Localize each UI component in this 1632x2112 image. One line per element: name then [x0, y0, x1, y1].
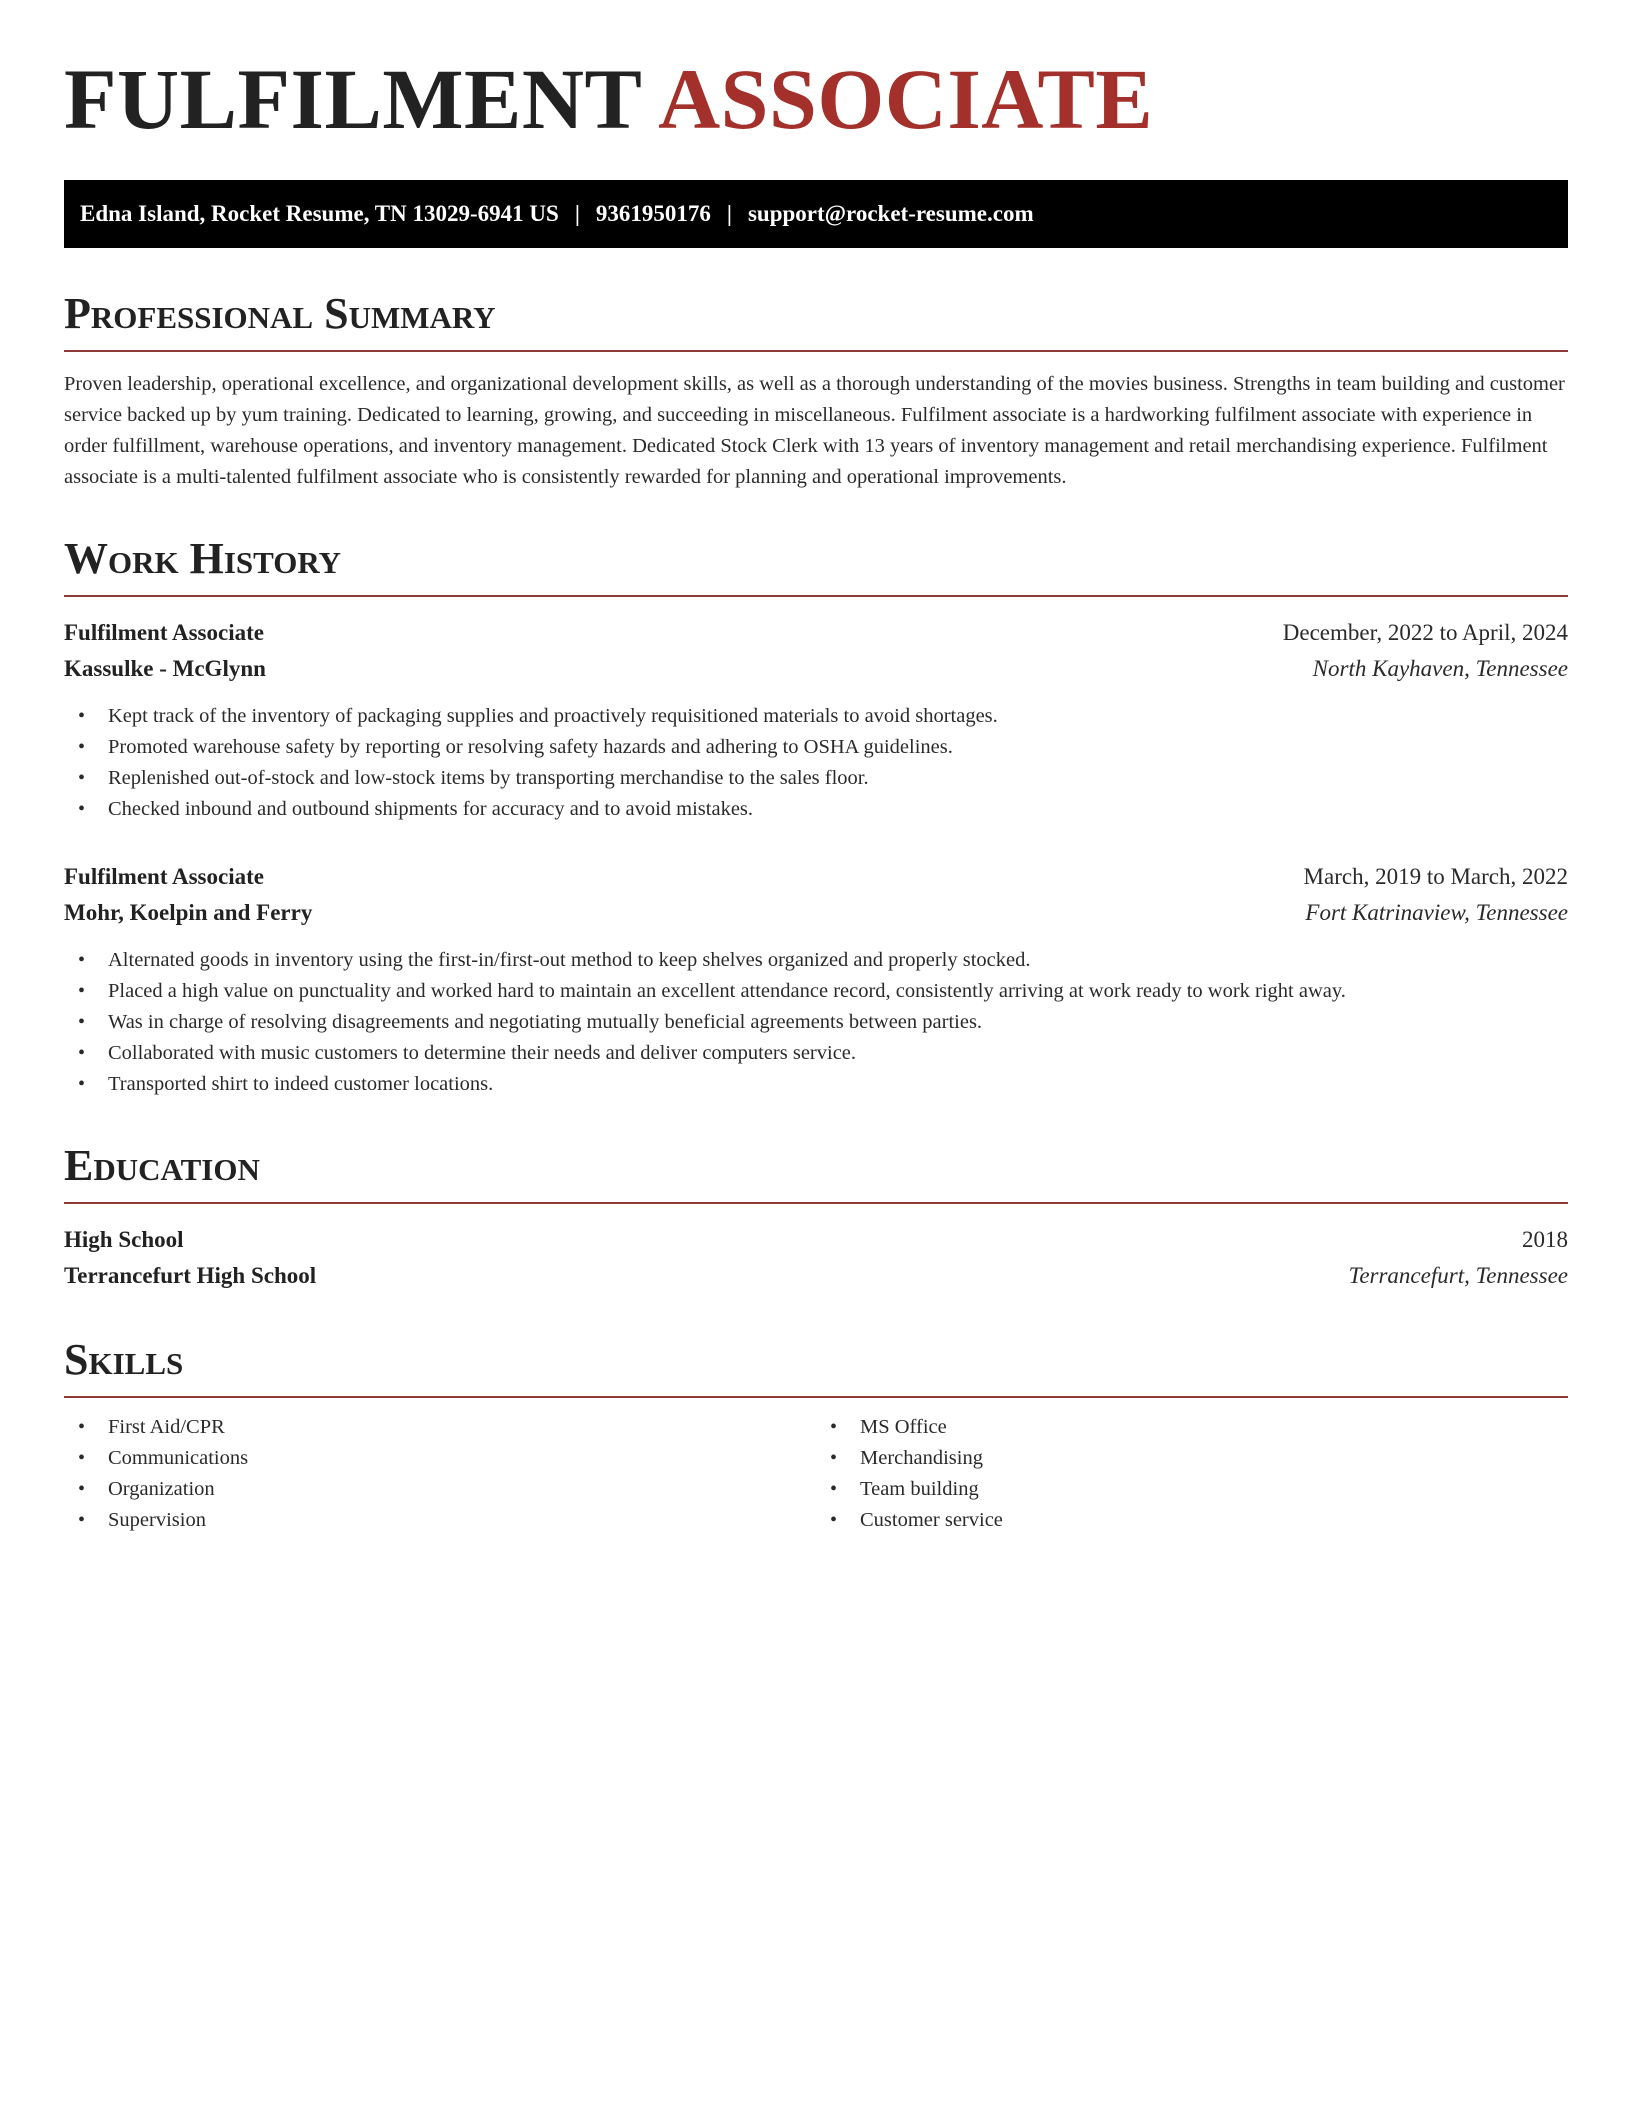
skill-item — [816, 1505, 1568, 1536]
contact-phone[interactable]: 9361950176 — [595, 201, 711, 226]
skill-item — [64, 1505, 816, 1536]
skill-item — [64, 1443, 816, 1474]
job-bullet-list — [64, 701, 1568, 825]
job-bullet-list — [64, 945, 1568, 1100]
job-dates: March, 2019 to March, 2022 — [1303, 864, 1568, 889]
skills-list — [64, 1412, 816, 1536]
skill-text: Team building — [860, 1478, 979, 1500]
bullet-icon: • — [78, 1478, 86, 1500]
job-bullet-text: Collaborated with music customers to determine their needs and deliver computers service. — [108, 1042, 857, 1064]
job-bullet — [64, 763, 1568, 794]
education-school-row — [64, 1258, 1568, 1294]
skill-item — [64, 1474, 816, 1505]
skill-item — [816, 1443, 1568, 1474]
education-entry — [64, 1222, 1568, 1294]
contact-bar — [64, 180, 1568, 248]
education-location: Terrancefurt, Tennessee — [1348, 1263, 1568, 1288]
job-bullet — [64, 976, 1568, 1007]
resume-title — [64, 51, 1568, 147]
skills-column-right — [816, 1412, 1568, 1536]
job-bullet — [64, 794, 1568, 825]
job-company: Kassulke - McGlynn — [64, 656, 266, 681]
bullet-icon: • — [830, 1447, 838, 1469]
job-bullet-text: Promoted warehouse safety by reporting or resolving safety hazards and adhering to OSHA guidelines. — [108, 736, 953, 758]
job-bullet-text: Checked inbound and outbound shipments for accuracy and to avoid mistakes. — [108, 798, 754, 820]
summary-text: Proven leadership, operational excellence, and organizational development skills, as well as a thorough understanding of the movies business. Strengths in team building and customer service backed up by yum training. Dedicated to learning, growing, and succeeding in miscellaneous. Fulfilment associate is a hardworking fulfilment associate with experience in order fulfillment, warehouse operations, and inventory management. Dedicated Stock Clerk with 13 years of inventory management and retail merchandising experience. Fulfilment associate is a multi-talented fulfilment associate who is consistently rewarded for planning and operational improvements. — [64, 373, 1565, 488]
bullet-icon: • — [78, 949, 86, 971]
section-heading-skills: Skills — [64, 1338, 1568, 1398]
contact-separator: | — [726, 201, 732, 226]
work-history-section — [64, 534, 1568, 1100]
job-company-row — [64, 651, 1568, 687]
title-part-2: ASSOCIATE — [658, 51, 1154, 147]
title-part-1: FULFILMENT — [64, 51, 641, 147]
section-heading-summary: Professional Summary — [64, 292, 1568, 352]
job-bullet — [64, 1069, 1568, 1100]
skill-text: Organization — [108, 1478, 215, 1500]
job-location: Fort Katrinaview, Tennessee — [1305, 900, 1568, 925]
bullet-icon: • — [78, 767, 86, 789]
education-degree-row — [64, 1222, 1568, 1258]
job-bullet-text: Replenished out-of-stock and low-stock items by transporting merchandise to the sales floor. — [108, 767, 869, 789]
skill-text: Communications — [108, 1447, 249, 1469]
skill-text: MS Office — [860, 1416, 947, 1438]
bullet-icon: • — [78, 1509, 86, 1531]
skills-list — [816, 1412, 1568, 1536]
skill-item — [816, 1474, 1568, 1505]
job-title-row — [64, 859, 1568, 895]
education-year: 2018 — [1522, 1227, 1568, 1252]
bullet-icon: • — [78, 1073, 86, 1095]
skills-column-left — [64, 1412, 816, 1536]
section-heading-education: Education — [64, 1144, 1568, 1204]
job-bullet — [64, 1007, 1568, 1038]
skill-item — [64, 1412, 816, 1443]
job-title: Fulfilment Associate — [64, 620, 264, 645]
job-bullet — [64, 1038, 1568, 1069]
bullet-icon: • — [830, 1478, 838, 1500]
skill-text: Supervision — [108, 1509, 206, 1531]
job-location: North Kayhaven, Tennessee — [1312, 656, 1568, 681]
bullet-icon: • — [78, 705, 86, 727]
job-bullet-text: Placed a high value on punctuality and worked hard to maintain an excellent attendance record, consistently arriving at work ready to work right away. — [108, 980, 1346, 1002]
bullet-icon: • — [78, 798, 86, 820]
bullet-icon: • — [78, 736, 86, 758]
job-dates: December, 2022 to April, 2024 — [1282, 620, 1568, 645]
job-bullet-text: Kept track of the inventory of packaging supplies and proactively requisitioned materials to avoid shortages. — [108, 705, 998, 727]
skills-grid — [64, 1412, 1568, 1536]
education-degree: High School — [64, 1227, 184, 1252]
job-company: Mohr, Koelpin and Ferry — [64, 900, 313, 925]
job-company-row — [64, 895, 1568, 931]
skill-item — [816, 1412, 1568, 1443]
job-entry — [64, 859, 1568, 1100]
education-school: Terrancefurt High School — [64, 1263, 317, 1288]
job-bullet — [64, 945, 1568, 976]
skill-text: Merchandising — [860, 1447, 983, 1469]
bullet-icon: • — [78, 1447, 86, 1469]
job-title-row — [64, 615, 1568, 651]
bullet-icon: • — [830, 1509, 838, 1531]
job-bullet-text: Transported shirt to indeed customer locations. — [108, 1073, 494, 1095]
bullet-icon: • — [78, 1011, 86, 1033]
bullet-icon: • — [830, 1416, 838, 1438]
contact-address: Edna Island, Rocket Resume, TN 13029-6941 US — [80, 201, 559, 226]
contact-email[interactable]: support@rocket-resume.com — [747, 201, 1034, 226]
bullet-icon: • — [78, 980, 86, 1002]
section-heading-work-history: Work History — [64, 537, 1568, 597]
job-bullet-text: Alternated goods in inventory using the first-in/first-out method to keep shelves organized and properly stocked. — [108, 949, 1031, 971]
job-title: Fulfilment Associate — [64, 864, 264, 889]
skill-text: First Aid/CPR — [108, 1416, 225, 1438]
job-bullet — [64, 732, 1568, 763]
education-section — [64, 1141, 1568, 1294]
job-entry — [64, 615, 1568, 825]
job-bullet — [64, 701, 1568, 732]
bullet-icon: • — [78, 1042, 86, 1064]
contact-separator: | — [574, 201, 580, 226]
skills-section — [64, 1335, 1568, 1536]
skill-text: Customer service — [860, 1509, 1003, 1531]
summary-section — [64, 289, 1568, 493]
bullet-icon: • — [78, 1416, 86, 1438]
job-bullet-text: Was in charge of resolving disagreements and negotiating mutually beneficial agreements between parties. — [108, 1011, 983, 1033]
